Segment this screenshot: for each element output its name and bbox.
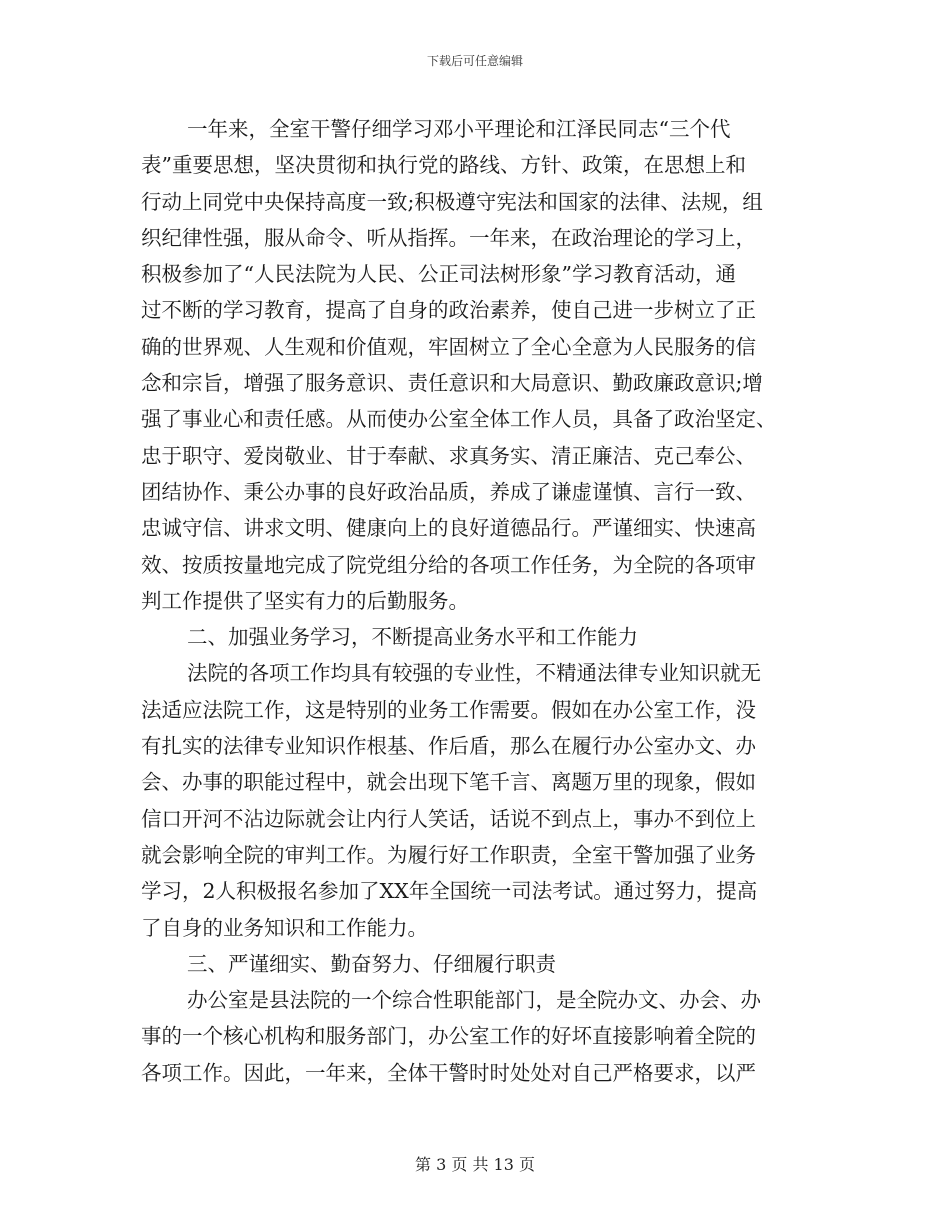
document-body (141, 111, 809, 1091)
page-number-footer: 第 3 页 共 13 页 (415, 1155, 535, 1174)
text-line: 确的世界观、人生观和价值观，牢固树立了全心全意为人民服务的信 (141, 334, 756, 359)
text-line: 有扎实的法律专业知识作根基、作后盾，那么在履行办公室办文、办 (141, 734, 756, 759)
text-line: 过不断的学习教育，提高了自身的政治素养，使自己进一步树立了正 (141, 298, 756, 323)
text-line: 表”重要思想，坚决贯彻和执行党的路线、方针、政策，在思想上和 (141, 153, 746, 178)
text-line: 会、办事的职能过程中，就会出现下笔千言、离题万里的现象，假如 (141, 770, 756, 795)
text-line: 事的一个核心机构和服务部门，办公室工作的好坏直接影响着全院的 (141, 1024, 756, 1049)
text-line: 判工作提供了坚实有力的后勤服务。 (141, 588, 469, 613)
text-line: 念和宗旨，增强了服务意识、责任意识和大局意识、勤政廉政意识;增 (141, 371, 763, 396)
text-line: 效、按质按量地完成了院党组分给的各项工作任务，为全院的各项审 (141, 552, 756, 577)
section-heading: 三、严谨细实、勤奋努力、仔细履行职责 (187, 951, 556, 976)
text-line: 就会影响全院的审判工作。为履行好工作职责，全室干警加强了业务 (141, 842, 756, 867)
text-line: 法院的各项工作均具有较强的专业性，不精通法律专业知识就无 (187, 661, 761, 686)
text-line: 忠于职守、爱岗敬业、甘于奉献、求真务实、清正廉洁、克己奉公、 (141, 443, 756, 468)
text-line: 法适应法院工作，这是特别的业务工作需要。假如在办公室工作，没 (141, 697, 756, 722)
text-line: 办公室是县法院的一个综合性职能部门，是全院办文、办会、办 (187, 988, 761, 1013)
text-line: 积极参加了“人民法院为人民、公正司法树形象”学习教育活动，通 (141, 262, 736, 287)
text-line: 学习，2人积极报名参加了XX年全国统一司法考试。通过努力，提高 (141, 879, 758, 904)
text-line: 一年来，全室干警仔细学习邓小平理论和江泽民同志“三个代 (187, 117, 731, 141)
text-line: 信口开河不沾边际就会让内行人笑话，话说不到点上，事办不到位上 (141, 806, 756, 831)
section-heading: 二、加强业务学习，不断提高业务水平和工作能力 (187, 625, 638, 650)
text-line: 了自身的业务知识和工作能力。 (141, 915, 428, 940)
text-line: 强了事业心和责任感。从而使办公室全体工作人员，具备了政治坚定、 (141, 407, 777, 432)
page-header: 下载后可任意编辑 (426, 54, 523, 68)
text-line: 团结协作、秉公办事的良好政治品质，养成了谦虚谨慎、言行一致、 (141, 479, 756, 504)
text-line: 忠诚守信、讲求文明、健康向上的良好道德品行。严谨细实、快速高 (141, 516, 756, 541)
text-line: 行动上同党中央保持高度一致;积极遵守宪法和国家的法律、法规，组 (141, 189, 763, 214)
text-line: 织纪律性强，服从命令、听从指挥。一年来，在政治理论的学习上， (141, 225, 756, 250)
text-line: 各项工作。因此，一年来，全体干警时时处处对自己严格要求，以严 (141, 1060, 756, 1085)
